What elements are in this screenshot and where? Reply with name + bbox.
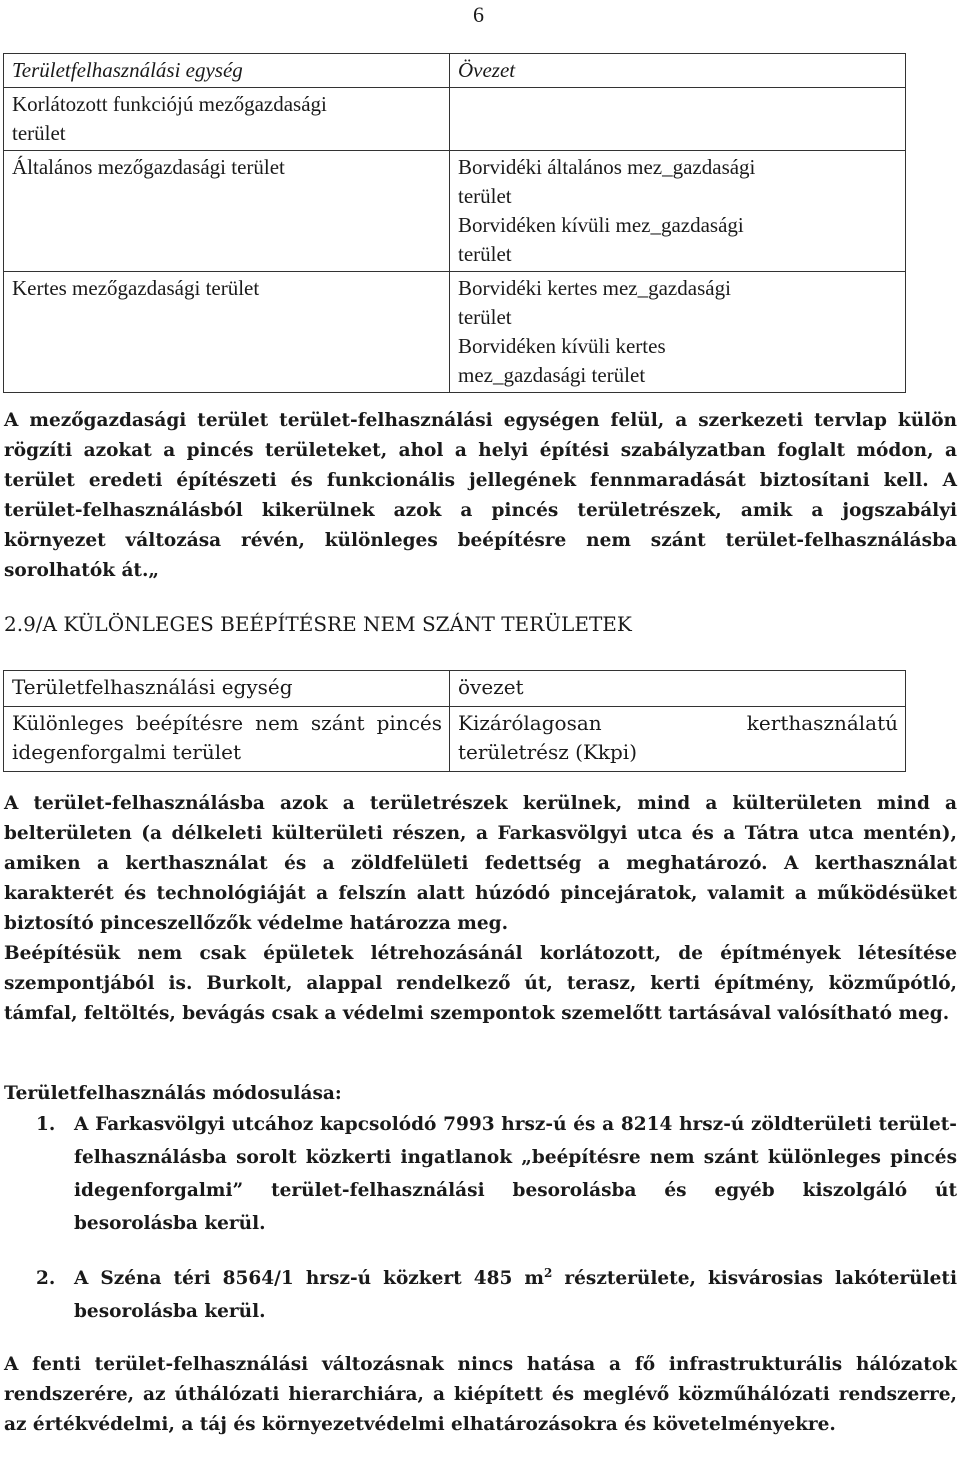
zone-word: Kizárólagosan <box>458 711 602 735</box>
list-text-part: részterülete, kisvárosias lakóterületi besorolásba kerül. <box>74 1268 957 1322</box>
zone-line: Borvidéki kertes mez_gazdasági <box>458 276 731 300</box>
zone-line: területrész (Kkpi) <box>458 740 638 764</box>
table2-cell-unit: Különleges beépítésre nem szánt pincés idegenforgalmi terület <box>4 707 450 772</box>
paragraph-text: A terület-felhasználásba azok a területrészek kerülnek, mind a külterületen mind a belterületen (a délkeleti külterületi részen, a Farkasvölgyi utca és a Tátra utca mentén), amiken a kerthasználat és a zöldfelületi fedettség a meghatározó. A kerthasználat karakterét és technológiáját a felszín alatt húzódó pincejáratok, valamit a működésüket biztosító pinceszellőzők védelme határozza meg. <box>4 793 957 934</box>
zone-line: terület <box>458 184 512 208</box>
table2-header-zone: övezet <box>450 671 906 707</box>
paragraph-conclusion <box>4 1350 957 1440</box>
table-cell-general: Általános mezőgazdasági terület <box>4 151 450 272</box>
paragraph-special-zone <box>4 789 957 1029</box>
table-cell-garden: Kertes mezőgazdasági terület <box>4 272 450 393</box>
list-item <box>4 1108 957 1240</box>
table-cell-garden-zones <box>450 272 906 393</box>
superscript: 2 <box>543 1265 553 1280</box>
paragraph-text: A mezőgazdasági terület terület-felhasználási egységen felül, a szerkezeti tervlap külön rögzíti azokat a pincés területeket, ahol a helyi építési szabályzatban foglalt módon, a terület eredeti építészeti és funkcionális jellegének fennmaradását biztosítani kell. A terület-felhasználásból kikerülnek azok a pincés területrészek, amik a jogszabályi környezet változása révén, különleges beépítésre nem szánt terület-felhasználásba sorolhatók át.„ <box>4 410 957 581</box>
zone-word: kerthasználatú <box>746 711 898 735</box>
zone-line: mez_gazdasági terület <box>458 363 646 387</box>
table2-cell-zone <box>450 707 906 772</box>
zone-line: Borvidéken kívüli kertes <box>458 334 666 358</box>
paragraph-agricultural <box>4 406 957 586</box>
zone-line <box>458 709 898 738</box>
table-cell-general-zones <box>450 151 906 272</box>
list-number: 2. <box>36 1268 56 1289</box>
table-header-unit: Területfelhasználási egység <box>4 54 450 88</box>
list-text <box>74 1262 957 1328</box>
paragraph-text: Beépítésük nem csak épületek létrehozásánál korlátozott, de építmények létesítése szempontjából is. Burkolt, alappal rendelkező út, terasz, kerti építmény, közműpótló, támfal, feltöltés, bevágás csak a védelmi szempontok szemelőtt tartásával valósítható meg. <box>4 943 957 1024</box>
zone-line: Borvidéken kívüli mez_gazdasági <box>458 213 744 237</box>
special-zone-table <box>3 670 906 772</box>
subheading: Területfelhasználás módosulása: <box>4 1083 342 1104</box>
table-header-zone: Övezet <box>450 54 906 88</box>
cell-line: terület <box>12 121 66 145</box>
zoning-table <box>3 53 906 393</box>
cell-line: Korlátozott funkciójú mezőgazdasági <box>12 92 327 116</box>
table2-header-unit: Területfelhasználási egység <box>4 671 450 707</box>
zone-line: terület <box>458 242 512 266</box>
list-text: A Farkasvölgyi utcához kapcsolódó 7993 hrsz-ú és a 8214 hrsz-ú zöldterületi terület-felhasználásba sorolt közkerti ingatlanok „beépítésre nem szánt különleges pincés idegenforgalmi” terület-felhasználási besorolásba és egyéb kiszolgáló út besorolásba kerül. <box>74 1114 957 1234</box>
paragraph-text: A fenti terület-felhasználási változásnak nincs hatása a fő infrastrukturális hálózatok rendszerére, az úthálózati hierarchiára, a kiépített és meglévő közműhálózati rendszerre, az értékvédelmi, a táj és környezetvédelmi elhatározásokra és követelményekre. <box>4 1354 957 1435</box>
list-text-part: A Széna téri 8564/1 hrsz-ú közkert 485 m <box>74 1268 544 1289</box>
list-number: 1. <box>36 1114 56 1135</box>
page-number: 6 <box>473 2 484 27</box>
list-item <box>4 1262 957 1328</box>
zone-line: terület <box>458 305 512 329</box>
table-cell-empty <box>450 88 906 151</box>
section-heading: 2.9/A KÜLÖNLEGES BEÉPÍTÉSRE NEM SZÁNT TERÜLETEK <box>4 612 632 636</box>
table-cell-restricted <box>4 88 450 151</box>
zone-line: Borvidéki általános mez_gazdasági <box>458 155 756 179</box>
